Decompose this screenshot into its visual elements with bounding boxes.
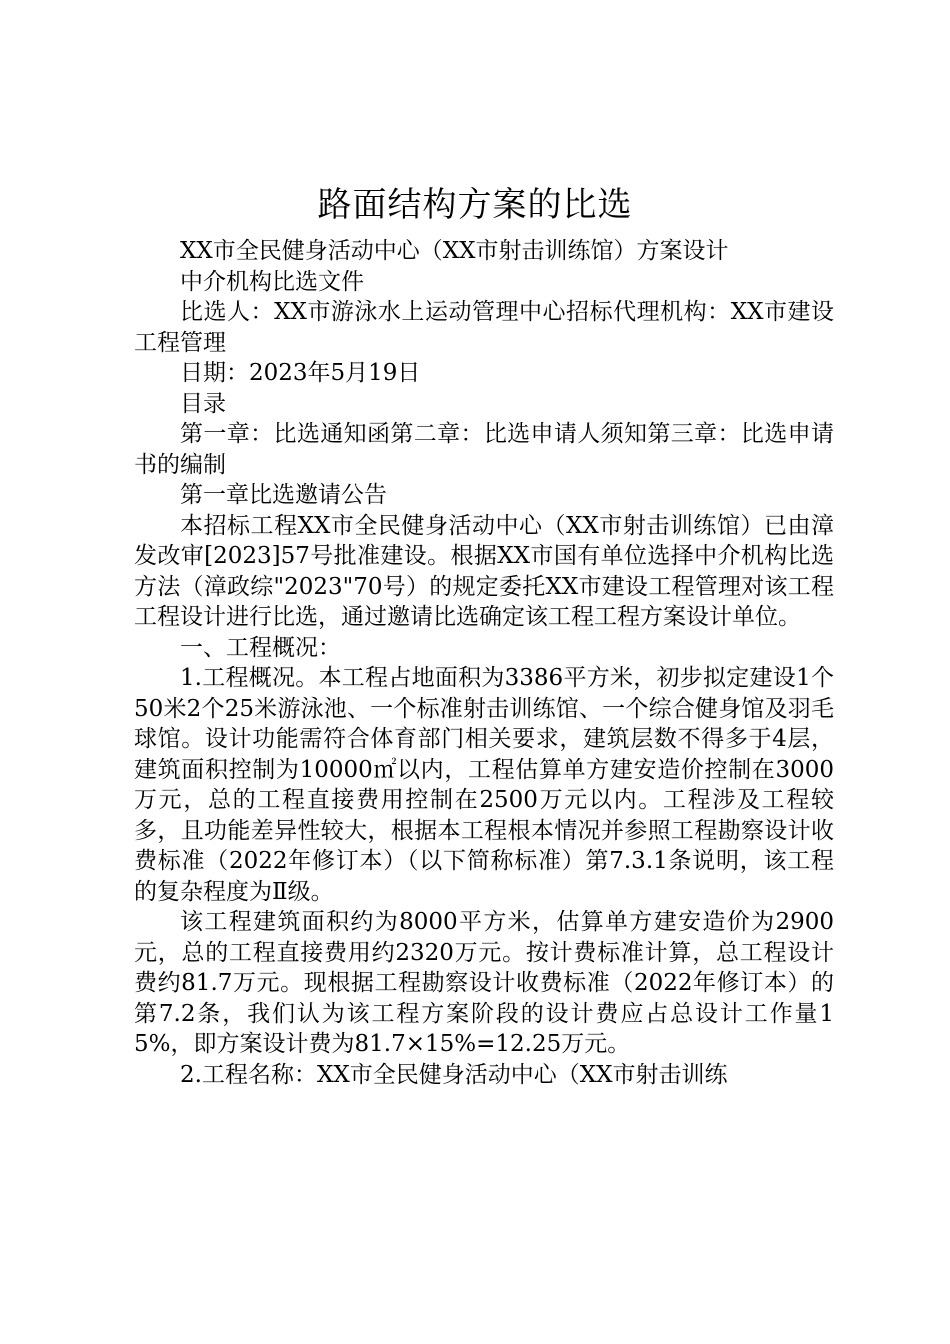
paragraph-fee-calculation: 该工程建筑面积约为8000平方米，估算单方建安造价为2900元，总的工程直接费用约2320万元。按计费标准计算，总工程设计费约81.7万元。现根据工程勘察设计收费标准（2022年修订本）的第7.2条，我们认为该工程方案阶段的设计费应占总设计工作量15%，即方案设计费为81.7×15%=12.25万元。 — [134, 909, 834, 1057]
paragraph-file-type: 中介机构比选文件 — [180, 268, 364, 295]
paragraph-selector: 比选人：XX市游泳水上运动管理中心招标代理机构：XX市建设工程管理 — [134, 299, 834, 356]
paragraph-overview-detail: 1.工程概况。本工程占地面积为3386平方米，初步拟定建设1个50米2个25米游泳池、一个标准射击训练馆、一个综合健身馆及羽毛球馆。设计功能需符合体育部门相关要求，建筑层数不得多于4层，建筑面积控制为10000㎡以内，工程估算单方建安造价控制在3000万元，总的工程直接费用控制在2500万元以内。工程涉及工程较多，且功能差异性较大，根据本工程根本情况并参照工程勘察设计收费标准（2022年修订本）（以下简称标准）第7.3.1条说明，该工程的复杂程度为Ⅱ级。 — [134, 665, 834, 905]
document-body — [134, 236, 834, 1090]
paragraph-chapter-one-heading: 第一章比选邀请公告 — [180, 482, 387, 508]
paragraph-date: 日期：2023年5月19日 — [180, 360, 421, 386]
paragraph-toc-chapters: 第一章：比选通知函第二章：比选申请人须知第三章：比选申请书的编制 — [134, 421, 834, 478]
paragraph-section-overview: 一、工程概况： — [180, 634, 341, 661]
document-title: 路面结构方案的比选 — [317, 185, 633, 225]
paragraph-project-title: XX市全民健身活动中心（XX市射击训练馆）方案设计 — [180, 238, 729, 264]
paragraph-toc-heading: 目录 — [180, 390, 226, 417]
paragraph-project-name: 2.工程名称：XX市全民健身活动中心（XX市射击训练 — [180, 1061, 728, 1088]
paragraph-announcement: 本招标工程XX市全民健身活动中心（XX市射击训练馆）已由漳发改审[2023]57号批准建设。根据XX市国有单位选择中介机构比选方法（漳政综"2023"70号）的规定委托XX市建设工程管理对该工程工程设计进行比选，通过邀请比选确定该工程工程方案设计单位。 — [134, 512, 834, 630]
